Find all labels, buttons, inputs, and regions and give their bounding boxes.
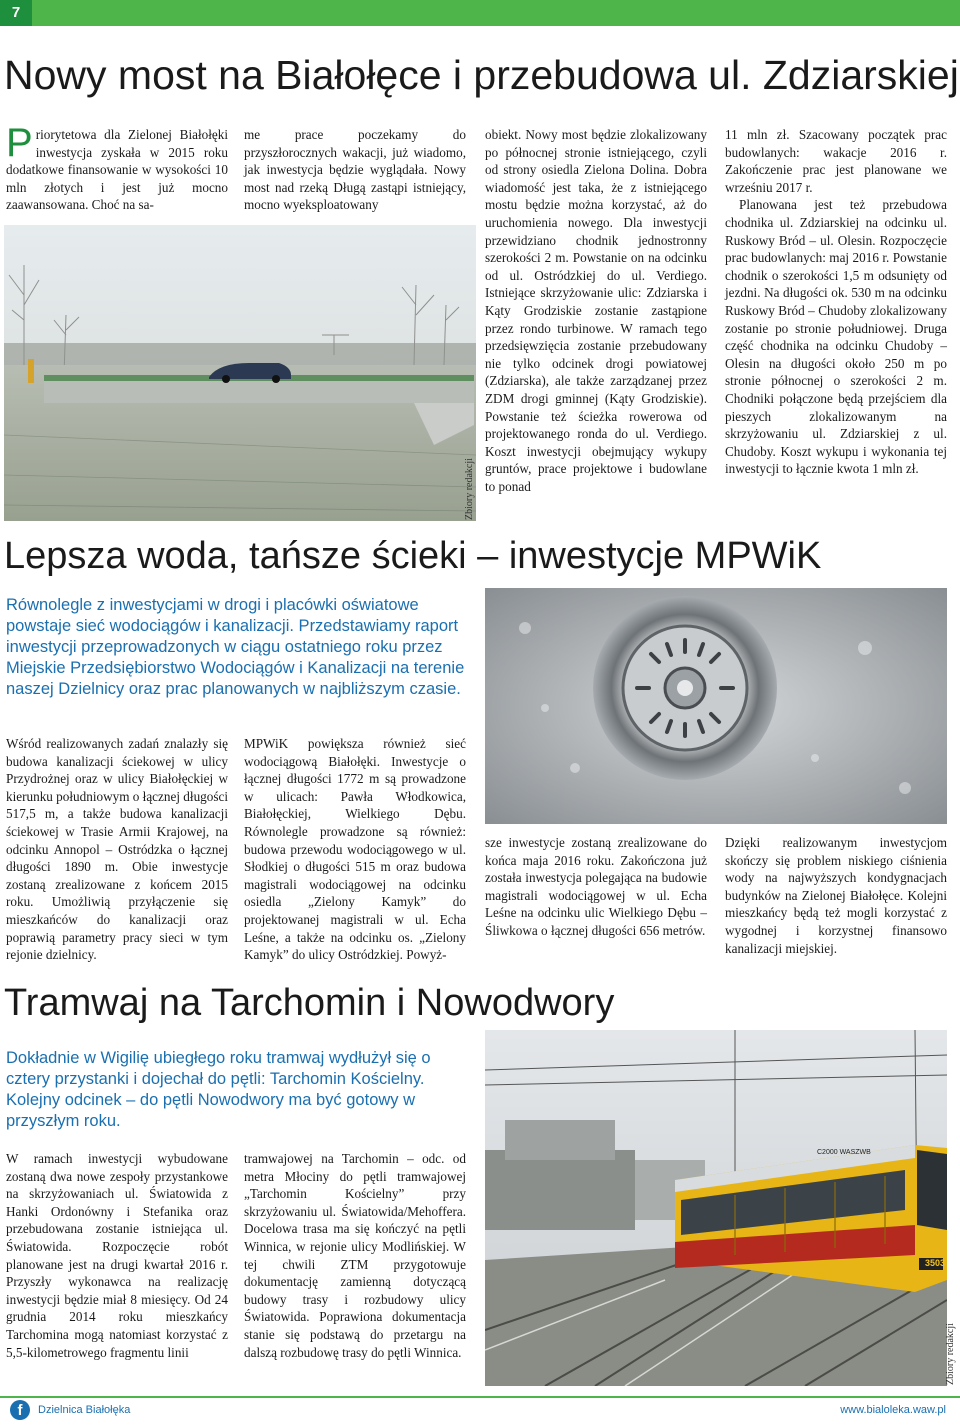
- article2-title: Lepsza woda, tańsze ścieki – inwestycje MPWiK: [4, 535, 822, 577]
- article3-col2: tramwajowej na Tarchomin – odc. od metra Młociny do pętli tramwajowej „Tarchomin Kościelny” przy skrzyżowaniu ul. Światowida/Mehoffera. Docelowa trasa ma się kończyć na pętli Winnica, w rejonie ulicy Modlińskiej. W tej chwili ZTM przygotowuje dokumentację zamienną dotyczącą budowy trasy i rozbudowy ulicy Światowida. Poprawiona dokumentacja stanie się podstawą do przetargu na dalszą rozbudowę trasy do pętli Winnica.: [244, 1151, 466, 1360]
- article1-photo-credit: Zbiory redakcji: [464, 458, 475, 520]
- tram-number: 3503: [925, 1258, 946, 1268]
- article2-col4: Dzięki realizowanym inwestycjom skończy się problem niskiego ciśnienia wody na najwyższych kondygnacjach budynków na Zielonej Białołęce. Kolejni mieszkańcy będą też mogli korzystać z wygodnej i korzystnej finansowo kanalizacji miejskiej.: [725, 835, 947, 956]
- article3-photo-credit: Zbiory redakcji: [945, 1323, 956, 1385]
- article2-col3: sze inwestycje zostaną zrealizowane do końca maja 2016 roku. Zakończona już została inwestycja polegająca na budowie magistrali wodociągowej w ul. Echa Leśne na odcinku ulic Wielkiego Dębu – Śliwkowa o łącznej długości 656 metrów.: [485, 835, 707, 938]
- article3-col1: W ramach inwestycji wybudowane zostaną dwa nowe zespoły przystankowe na skrzyżowaniach ul. Światowida z Hanki Ordonówny i Stefanika oraz przebudowana zostanie istniejąca ul. Światowida. Rozpoczęcie robót planowane jest na drugi kwartał 2016 r. Przyszły wykonawca na realizację inwestycji będzie miał 8 miesięcy. Od 24 grudnia 2014 roku mieszkańcy Tarchomina mogą natomiast korzystać z 5,5-kilometrowego fragmentu linii: [6, 1151, 228, 1360]
- footer-left-label: Dzielnica Białołęka: [38, 1404, 131, 1416]
- footer-rule: [0, 1396, 960, 1398]
- bridge-photo: [4, 225, 476, 521]
- article1-col1: [6, 121, 228, 214]
- facebook-icon[interactable]: f: [10, 1400, 30, 1420]
- article3-lead: Dokładnie w Wigilię ubiegłego roku tramwaj wydłużył się o cztery przystanki i dojechał do pętli: Tarchomin Kościelny. Kolejny odcinek – do pętli Nowodwory ma być gotowy w przyszłym roku.: [6, 1049, 431, 1130]
- article2-lead: Równolegle z inwestycjami w drogi i placówki oświatowe powstaje sieć wodociągów i kanalizacji. Przedstawiamy raport inwestycji przeprowadzonych w ciągu ostatniego roku przez Miejskie Przedsiębiorstwo Wodociągów i Kanalizacji na terenie naszej Dzielnicy oraz prac planowanych w najbliższym czasie.: [6, 596, 465, 698]
- drain-photo: [485, 588, 947, 824]
- tram-photo: [485, 1030, 947, 1386]
- tram-top-label: C2000 WASZWB: [817, 1149, 871, 1156]
- article2-col2: MPWiK powiększa również sieć wodociągową Białołęki. Inwestycje o łącznej długości 1772 m są prowadzone w ulicach: Pawła Włodkowica, Białołęckiej, Wielkiego Dębu. Równolegle prowadzone są również: budowa przewodu wodociągowego w ul. Słodkiej o długości 515 m oraz budowa magistrali wodociągowej na odcinku osiedla „Zielony Kamyk” do projektowanej magistrali w ul. Echa Leśne, a także na odcinku os. „Zielony Kamyk” do ulicy Ostródzkiej. Powyż-: [244, 736, 466, 963]
- article1-title: Nowy most na Białołęce i przebudowa ul. Zdziarskiej: [4, 52, 959, 98]
- article1-col3: obiekt. Nowy most będzie zlokalizowany po północnej stronie istniejącego, czyli od strony osiedla Zielona Dolina. Dobra wiadomość jest taka, że z istniejącego mostu będzie można korzystać, aż do uruchomienia nowego. Dla inwestycji przewidziano chodnik jednostronny szerokości 2 m. Powstanie on na odcinku od ul. Ostródzkiej do ul. Verdiego. Istniejące skrzyżowanie ulic: Zdziarska i Kąty Grodziskie zostanie zastąpione przez rondo turbinowe. W ramach tego przedsięwzięcia zostanie przebudowany nie tylko odcinek drogi powiatowej (Zdziarska), ale także zarządzanej przez ZDM drogi gminnej (Kąty Grodziskie). Powstanie też ścieżka rowerowa od projektowanego ronda do ul. Verdiego. Koszt inwestycji obejmujący wykupy gruntów, prace projektowe i budowlane to ponad: [485, 127, 707, 494]
- footer-website-link[interactable]: www.bialoleka.waw.pl: [840, 1404, 946, 1416]
- article1-col4-para2: Planowana jest też przebudowa chodnika ul. Zdziarskiej na odcinku ul. Ruskowy Bród – ul. Olesin. Rozpoczęcie prac budowlanych: maj 2016 r. Powstanie chodnik o szerokości 1,5 m odsunięty od jezdni. Na długości ok. 530 m na odcinku Ruskowy Bród – Chudoby zlokalizowany zostanie po stronie południowej. Druga część chodnika na odcinku Chudoby – Olesin na długości około 250 m po stronie północnej o szerokości 2 m. Chodniki połączone będą przejściem dla pieszych zlokalizowanym na skrzyżowaniu ul. Zdziarskiej z ul. Chudoby. Koszt wykupu i wykonania tej inwestycji to łącznie kwota 1 mln zł.: [725, 197, 947, 477]
- article2-col1: Wśród realizowanych zadań znalazły się budowa kanalizacji ściekowej w ulicy Przydrożnej oraz w ulicy Białołęckiej w kierunku południowym o łącznej długości 517,5 m, a także budowa kanalizacji ściekowej w Trasie Armii Krajowej, na odcinku Annopol – Ostródzka o łącznej długości 1890 m. Obie inwestycje zostaną zrealizowane z końcem 2015 roku. Umożliwią przyłączenie się mieszkańców do kanalizacji oraz poprawią parametry pracy sieci w tym rejonie dzielnicy.: [6, 736, 228, 963]
- article1-col2: me prace poczekamy do przyszłorocznych wakacji, już wiadomo, jak inwestycja będzie wyglądała. Nowy most nad rzeką Długą zastąpi istniejący, mocno wyeksploatowany: [244, 127, 466, 213]
- article3-title: Tramwaj na Tarchomin i Nowodwory: [4, 982, 615, 1024]
- page-number: 7: [0, 0, 32, 26]
- top-bar: [0, 0, 960, 26]
- article1-col1-text: riorytetowa dla Zielonej Białołęki inwestycja zyskała w 2015 roku dodatkowe finansowanie w wysokości 10 mln złotych i jest już mocno zaawansowana. Choć na sa-: [6, 127, 228, 213]
- article1-col4-para1: 11 mln zł. Szacowany początek prac budowlanych: wakacje 2016 r. Zakończenie prac jest planowane we wrześniu 2017 r.: [725, 127, 947, 195]
- article1-dropcap: P: [6, 121, 33, 165]
- article1-col4: [725, 126, 947, 478]
